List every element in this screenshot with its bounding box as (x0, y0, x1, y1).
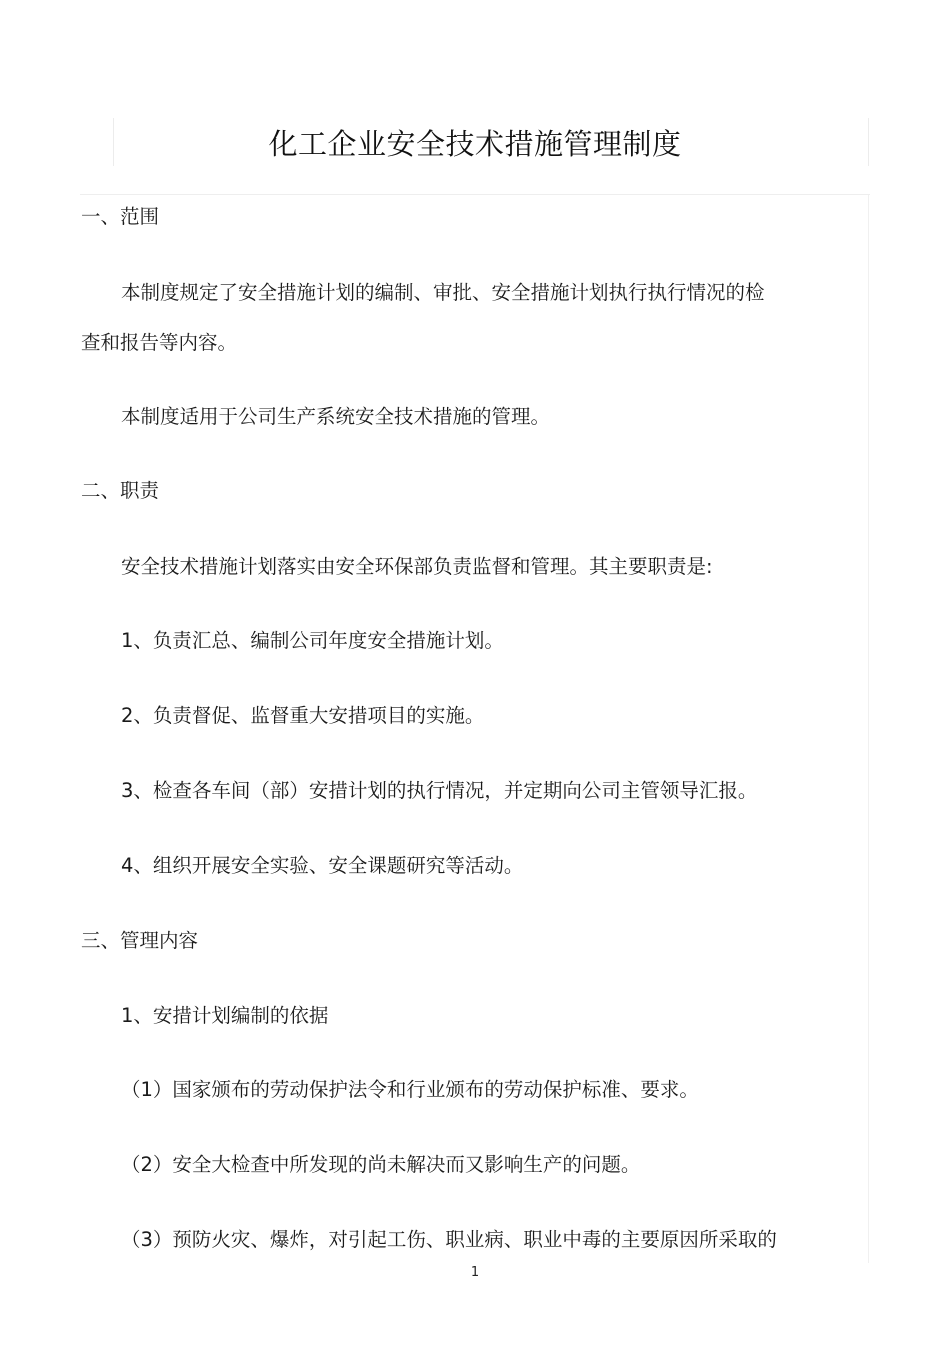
list-item: 1、负责汇总、编制公司年度安全措施计划。 (121, 629, 504, 652)
frame-line (868, 195, 869, 1263)
header-divider (80, 194, 870, 195)
list-item: （3）预防火灾、爆炸，对引起工伤、职业病、职业中毒的主要原因所采取的 (121, 1228, 777, 1251)
list-item: （1）国家颁布的劳动保护法令和行业颁布的劳动保护标准、要求。 (121, 1078, 699, 1101)
list-item: 2、负责督促、监督重大安措项目的实施。 (121, 704, 485, 727)
document-title: 化工企业安全技术措施管理制度 (268, 127, 682, 161)
page-number: 1 (470, 1265, 480, 1280)
paragraph: 本制度规定了安全措施计划的编制、审批、安全措施计划执行执行情况的检 (121, 281, 765, 304)
section-heading-management: 三、管理内容 (81, 929, 199, 952)
subsection-heading: 1、安措计划编制的依据 (121, 1004, 329, 1027)
section-heading-scope: 一、范围 (81, 205, 160, 228)
list-item: 3、检查各车间（部）安措计划的执行情况，并定期向公司主管领导汇报。 (121, 779, 758, 802)
list-item: （2）安全大检查中所发现的尚未解决而又影响生产的问题。 (121, 1153, 641, 1176)
paragraph-continuation: 查和报告等内容。 (81, 331, 238, 354)
list-item: 4、组织开展安全实验、安全课题研究等活动。 (121, 854, 524, 877)
paragraph: 本制度适用于公司生产系统安全技术措施的管理。 (121, 405, 551, 428)
section-heading-duties: 二、职责 (81, 479, 160, 502)
paragraph: 安全技术措施计划落实由安全环保部负责监督和管理。其主要职责是: (121, 555, 713, 578)
